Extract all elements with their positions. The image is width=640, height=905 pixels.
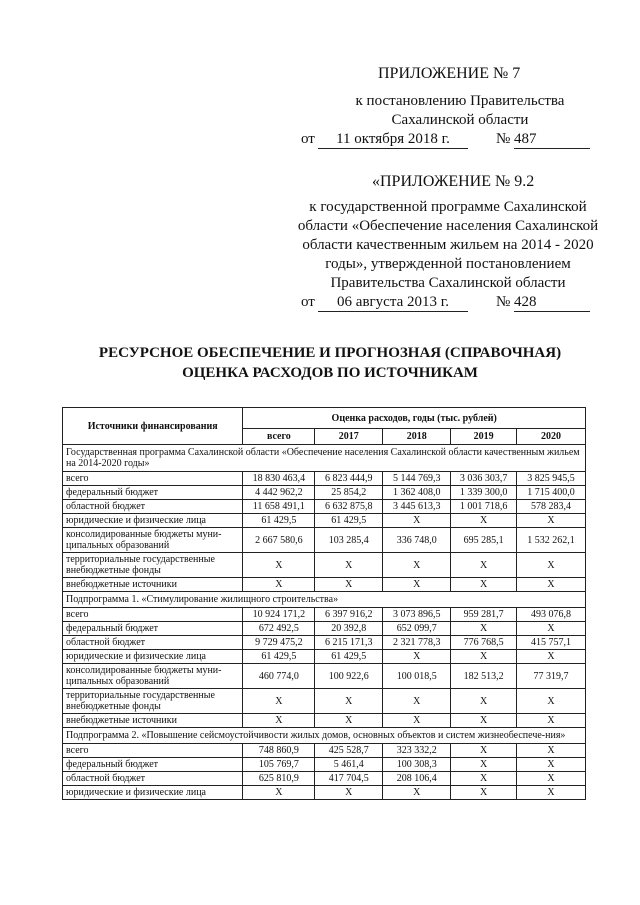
row-label: территориальные государственные внебюджетные фонды	[63, 689, 243, 714]
row-value-2017: Х	[315, 786, 383, 800]
table-row	[63, 486, 586, 500]
row-value-2017: 20 392,8	[315, 622, 383, 636]
row-value-всего: 4 442 962,2	[243, 486, 315, 500]
row-value-2019: Х	[451, 772, 517, 786]
row-value-всего: 11 658 491,1	[243, 500, 315, 514]
row-label: территориальные государственные внебюджетные фонды	[63, 553, 243, 578]
row-value-2020: 415 757,1	[517, 636, 586, 650]
row-value-всего: 61 429,5	[243, 514, 315, 528]
table-row	[63, 664, 586, 689]
row-value-2020: 1 532 262,1	[517, 528, 586, 553]
annex-from-label: от	[301, 294, 315, 310]
section-title: Государственная программа Сахалинской области «Обеспечение населения Сахалинской области качественным жильем на 2014-2020 годы»	[63, 445, 586, 472]
table-row	[63, 472, 586, 486]
row-value-2019: 3 036 303,7	[451, 472, 517, 486]
row-value-всего: 748 860,9	[243, 744, 315, 758]
row-value-2018: 3 445 613,3	[383, 500, 451, 514]
annex-date: 06 августа 2013 г.	[318, 294, 468, 312]
row-value-2019: 695 285,1	[451, 528, 517, 553]
row-label: федеральный бюджет	[63, 622, 243, 636]
table-row	[63, 714, 586, 728]
row-value-всего: Х	[243, 553, 315, 578]
row-label: областной бюджет	[63, 636, 243, 650]
row-value-всего: 61 429,5	[243, 650, 315, 664]
row-value-всего: Х	[243, 786, 315, 800]
row-value-2017: 25 854,2	[315, 486, 383, 500]
row-value-2020: Х	[517, 689, 586, 714]
row-label: всего	[63, 608, 243, 622]
row-value-2019: Х	[451, 553, 517, 578]
row-value-2018: 1 362 408,0	[383, 486, 451, 500]
row-label: внебюджетные источники	[63, 578, 243, 592]
row-value-2020: Х	[517, 650, 586, 664]
header-source: Источники финансирования	[63, 408, 243, 445]
row-value-2019: 182 513,2	[451, 664, 517, 689]
section-row	[63, 445, 586, 472]
row-value-2017: Х	[315, 578, 383, 592]
appendix-from-label: от	[301, 131, 315, 147]
row-label: консолидированные бюджеты муни-ципальных образований	[63, 528, 243, 553]
row-value-2020: Х	[517, 772, 586, 786]
table-row	[63, 553, 586, 578]
row-value-2019: Х	[451, 786, 517, 800]
row-value-2017: 425 528,7	[315, 744, 383, 758]
row-value-всего: 9 729 475,2	[243, 636, 315, 650]
row-value-2019: Х	[451, 758, 517, 772]
header-year-2019: 2019	[451, 429, 517, 445]
row-value-2020: Х	[517, 786, 586, 800]
row-value-2019: 776 768,5	[451, 636, 517, 650]
row-value-2020: Х	[517, 758, 586, 772]
row-value-всего: 672 492,5	[243, 622, 315, 636]
row-value-всего: Х	[243, 689, 315, 714]
row-value-2020: 3 825 945,5	[517, 472, 586, 486]
row-value-2019: 959 281,7	[451, 608, 517, 622]
row-value-2017: 6 823 444,9	[315, 472, 383, 486]
row-value-всего: 10 924 171,2	[243, 608, 315, 622]
row-value-2020: Х	[517, 714, 586, 728]
row-value-всего: 2 667 580,6	[243, 528, 315, 553]
table-row	[63, 578, 586, 592]
annex-line-5: Правительства Сахалинской области	[330, 275, 566, 291]
row-value-2019: 1 001 718,6	[451, 500, 517, 514]
row-value-2020: Х	[517, 744, 586, 758]
annex-number-label: №	[496, 294, 511, 310]
appendix-number-label: №	[496, 131, 511, 147]
row-value-2018: Х	[383, 786, 451, 800]
row-value-2020: 578 283,4	[517, 500, 586, 514]
appendix-title: ПРИЛОЖЕНИЕ № 7	[378, 65, 521, 82]
row-value-всего: Х	[243, 714, 315, 728]
table-row	[63, 500, 586, 514]
row-value-всего: 105 769,7	[243, 758, 315, 772]
row-value-2020: Х	[517, 622, 586, 636]
row-value-2017: Х	[315, 553, 383, 578]
header-estimate: Оценка расходов, годы (тыс. рублей)	[243, 408, 586, 429]
row-value-2017: 6 215 171,3	[315, 636, 383, 650]
row-value-2018: Х	[383, 578, 451, 592]
section-title: Подпрограмма 1. «Стимулирование жилищного строительства»	[63, 592, 586, 608]
row-value-2018: 5 144 769,3	[383, 472, 451, 486]
row-value-2018: Х	[383, 650, 451, 664]
row-value-2020: 77 319,7	[517, 664, 586, 689]
row-value-2019: Х	[451, 714, 517, 728]
row-value-2017: 61 429,5	[315, 514, 383, 528]
table-row	[63, 636, 586, 650]
row-label: консолидированные бюджеты муни-ципальных образований	[63, 664, 243, 689]
row-value-2017: 5 461,4	[315, 758, 383, 772]
row-value-2019: Х	[451, 622, 517, 636]
row-label: федеральный бюджет	[63, 486, 243, 500]
row-value-2018: 323 332,2	[383, 744, 451, 758]
row-value-2020: Х	[517, 514, 586, 528]
appendix-date: 11 октября 2018 г.	[318, 131, 468, 149]
row-value-2018: Х	[383, 514, 451, 528]
row-value-2018: 336 748,0	[383, 528, 451, 553]
row-value-2019: Х	[451, 744, 517, 758]
section-row	[63, 728, 586, 744]
row-value-всего: Х	[243, 578, 315, 592]
heading-line-1: РЕСУРСНОЕ ОБЕСПЕЧЕНИЕ И ПРОГНОЗНАЯ (СПРАВОЧНАЯ)	[98, 345, 562, 361]
table-row	[63, 689, 586, 714]
row-label: всего	[63, 744, 243, 758]
header-year-2018: 2018	[383, 429, 451, 445]
row-label: внебюджетные источники	[63, 714, 243, 728]
section-row	[63, 592, 586, 608]
appendix-line-2: Сахалинской области	[391, 112, 529, 128]
row-value-2017: 103 285,4	[315, 528, 383, 553]
annex-number: 428	[514, 294, 590, 312]
row-value-2017: 100 922,6	[315, 664, 383, 689]
appendix-number: 487	[514, 131, 590, 149]
row-value-2018: 3 073 896,5	[383, 608, 451, 622]
row-value-2018: Х	[383, 553, 451, 578]
table-row	[63, 528, 586, 553]
row-label: юридические и физические лица	[63, 650, 243, 664]
table-row	[63, 608, 586, 622]
financing-table	[62, 407, 586, 800]
annex-line-4: годы», утвержденной постановлением	[325, 256, 571, 272]
row-value-2017: Х	[315, 714, 383, 728]
row-value-2018: 100 018,5	[383, 664, 451, 689]
row-value-2020: 493 076,8	[517, 608, 586, 622]
row-value-2019: Х	[451, 514, 517, 528]
row-value-2018: 652 099,7	[383, 622, 451, 636]
table-row	[63, 650, 586, 664]
table-row	[63, 514, 586, 528]
table-header-row	[63, 408, 586, 429]
table-row	[63, 786, 586, 800]
table-row	[63, 758, 586, 772]
annex-title: «ПРИЛОЖЕНИЕ № 9.2	[372, 173, 535, 190]
row-value-2020: Х	[517, 578, 586, 592]
row-value-2020: Х	[517, 553, 586, 578]
row-value-2017: 61 429,5	[315, 650, 383, 664]
row-value-2018: Х	[383, 714, 451, 728]
table-row	[63, 772, 586, 786]
row-value-2018: 100 308,3	[383, 758, 451, 772]
row-value-2017: 6 632 875,8	[315, 500, 383, 514]
row-value-всего: 460 774,0	[243, 664, 315, 689]
row-label: областной бюджет	[63, 772, 243, 786]
table-row	[63, 744, 586, 758]
row-value-2018: 2 321 778,3	[383, 636, 451, 650]
header-year-2017: 2017	[315, 429, 383, 445]
row-label: юридические и физические лица	[63, 786, 243, 800]
row-value-2020: 1 715 400,0	[517, 486, 586, 500]
table-row	[63, 622, 586, 636]
row-value-всего: 625 810,9	[243, 772, 315, 786]
annex-line-3: области качественным жильем на 2014 - 2020	[302, 237, 594, 253]
row-value-2019: Х	[451, 650, 517, 664]
document-heading	[60, 343, 600, 383]
row-value-2019: Х	[451, 578, 517, 592]
section-title: Подпрограмма 2. «Повышение сейсмоустойчивости жилых домов, основных объектов и систем жизнеобеспече-ния»	[63, 728, 586, 744]
row-value-2019: 1 339 300,0	[451, 486, 517, 500]
row-value-всего: 18 830 463,4	[243, 472, 315, 486]
row-label: областной бюджет	[63, 500, 243, 514]
row-value-2019: Х	[451, 689, 517, 714]
annex-line-2: области «Обеспечение населения Сахалинской	[297, 218, 599, 234]
row-label: федеральный бюджет	[63, 758, 243, 772]
row-value-2017: 417 704,5	[315, 772, 383, 786]
heading-line-2: ОЦЕНКА РАСХОДОВ ПО ИСТОЧНИКАМ	[182, 365, 478, 381]
table-body	[63, 445, 586, 800]
row-label: юридические и физические лица	[63, 514, 243, 528]
row-value-2017: 6 397 916,2	[315, 608, 383, 622]
header-year-2020: 2020	[517, 429, 586, 445]
row-label: всего	[63, 472, 243, 486]
header-total: всего	[243, 429, 315, 445]
row-value-2018: Х	[383, 689, 451, 714]
row-value-2018: 208 106,4	[383, 772, 451, 786]
appendix-line-1: к постановлению Правительства	[355, 93, 565, 109]
annex-line-1: к государственной программе Сахалинской	[309, 199, 587, 215]
row-value-2017: Х	[315, 689, 383, 714]
